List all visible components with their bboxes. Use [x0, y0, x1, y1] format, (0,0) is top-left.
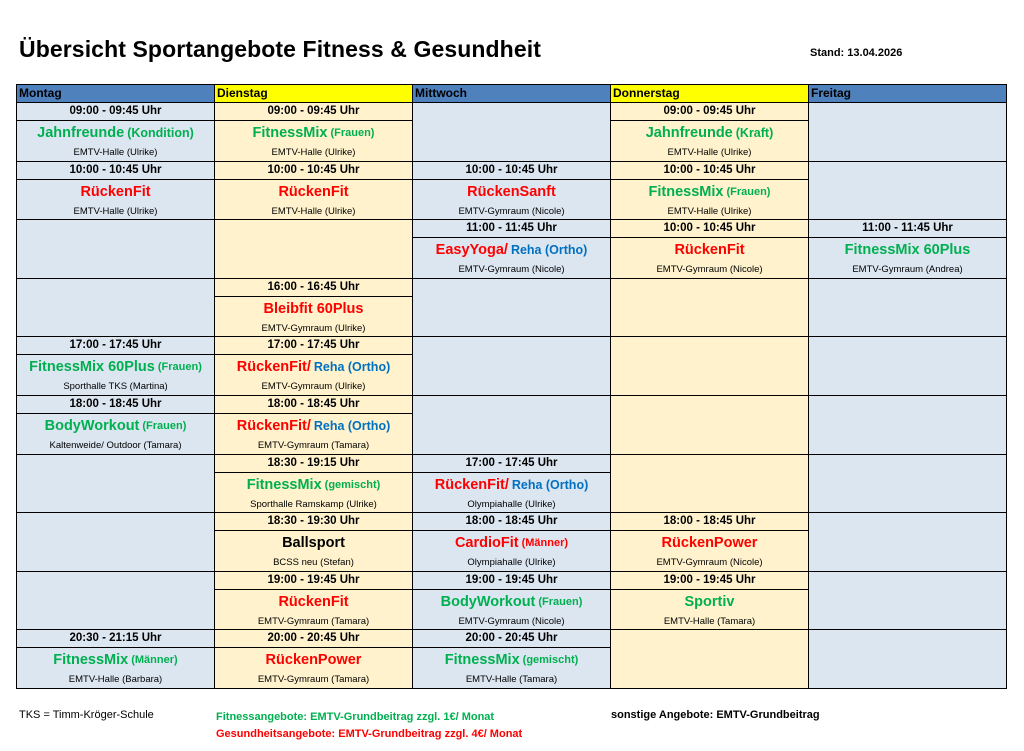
schedule-cell	[611, 571, 809, 630]
empty-slot	[17, 455, 214, 512]
course-name: Bleibfit 60Plus	[263, 300, 364, 317]
course-location: EMTV-Gymraum (Nicole)	[458, 205, 565, 217]
course-time: 10:00 - 10:45 Uhr	[611, 162, 808, 180]
course-suffix: (Männer)	[521, 537, 569, 550]
empty-slot	[809, 455, 1006, 512]
schedule-cell	[17, 103, 215, 162]
schedule-cell	[215, 278, 413, 337]
course-time: 10:00 - 10:45 Uhr	[413, 162, 610, 180]
course-title	[809, 238, 1006, 262]
empty-slot	[809, 337, 1006, 394]
schedule-cell	[215, 103, 413, 162]
course-time: 10:00 - 10:45 Uhr	[215, 162, 412, 180]
schedule-row	[17, 161, 1007, 220]
course-time: 16:00 - 16:45 Uhr	[215, 279, 412, 297]
course-name: Jahnfreunde	[645, 125, 733, 141]
schedule-cell	[413, 337, 611, 396]
course-time: 18:30 - 19:30 Uhr	[215, 513, 412, 531]
schedule-row	[17, 630, 1007, 689]
schedule-cell	[413, 278, 611, 337]
empty-slot	[611, 337, 808, 394]
schedule-cell	[809, 103, 1007, 162]
schedule-cell	[809, 454, 1007, 513]
course-name: CardioFit	[454, 535, 519, 552]
schedule-cell	[17, 337, 215, 396]
course-entry	[611, 162, 808, 219]
schedule-cell	[413, 571, 611, 630]
course-location: EMTV-Gymraum (Nicole)	[656, 557, 763, 569]
course-location: Olympiahalle (Ulrike)	[467, 498, 556, 510]
course-location: Sporthalle Ramskamp (Ulrike)	[250, 498, 377, 510]
day-header-wednesday: Mittwoch	[413, 85, 611, 103]
schedule-row	[17, 337, 1007, 396]
empty-slot	[17, 513, 214, 570]
course-suffix: Reha (Ortho)	[313, 418, 391, 433]
course-time: 17:00 - 17:45 Uhr	[215, 337, 412, 355]
course-title	[413, 531, 610, 555]
empty-slot	[809, 162, 1006, 219]
course-name: RückenFit	[674, 242, 745, 259]
course-title	[611, 238, 808, 262]
course-suffix: (Männer)	[131, 654, 178, 667]
course-location: EMTV-Halle (Barbara)	[68, 674, 163, 686]
course-time: 20:00 - 20:45 Uhr	[413, 630, 610, 648]
course-location: EMTV-Halle (Tamara)	[663, 615, 756, 627]
course-time: 09:00 - 09:45 Uhr	[611, 103, 808, 121]
course-time: 11:00 - 11:45 Uhr	[809, 220, 1006, 238]
footer-fees	[216, 709, 522, 743]
course-time: 18:00 - 18:45 Uhr	[413, 513, 610, 531]
course-title	[215, 121, 412, 145]
course-suffix: Reha (Ortho)	[313, 360, 391, 375]
course-time: 11:00 - 11:45 Uhr	[413, 220, 610, 238]
course-time: 09:00 - 09:45 Uhr	[215, 103, 412, 121]
course-location: EMTV-Gymraum (Nicole)	[458, 264, 565, 276]
empty-slot	[413, 337, 610, 394]
schedule-cell	[17, 454, 215, 513]
course-suffix: (Frauen)	[726, 185, 771, 198]
course-name: RückenFit	[278, 183, 349, 200]
course-name: RückenPower	[661, 535, 758, 552]
course-entry	[413, 162, 610, 219]
course-title	[17, 414, 214, 438]
course-time: 20:30 - 21:15 Uhr	[17, 630, 214, 648]
course-time: 17:00 - 17:45 Uhr	[17, 337, 214, 355]
course-time: 20:00 - 20:45 Uhr	[215, 630, 412, 648]
course-title	[17, 648, 214, 672]
page-title: Übersicht Sportangebote Fitness & Gesundheit	[19, 36, 541, 62]
schedule-cell	[611, 513, 809, 572]
course-name: EasyYoga/	[435, 242, 508, 259]
course-title	[611, 590, 808, 614]
schedule-table	[16, 84, 1007, 689]
course-time: 19:00 - 19:45 Uhr	[413, 572, 610, 590]
course-name: BodyWorkout	[440, 593, 536, 610]
course-time: 19:00 - 19:45 Uhr	[611, 572, 808, 590]
course-suffix: (Frauen)	[157, 361, 202, 374]
course-title	[17, 121, 214, 145]
schedule-cell	[17, 513, 215, 572]
schedule-cell	[215, 395, 413, 454]
course-name: RückenFit/	[434, 476, 509, 493]
day-header-tuesday: Dienstag	[215, 85, 413, 103]
course-name: RückenFit/	[236, 417, 311, 434]
schedule-cell	[611, 278, 809, 337]
schedule-cell	[809, 571, 1007, 630]
course-suffix: (Frauen)	[142, 419, 187, 432]
course-location: EMTV-Halle (Tamara)	[465, 674, 558, 686]
schedule-row	[17, 571, 1007, 630]
schedule-cell	[809, 630, 1007, 689]
course-location: EMTV-Gymraum (Nicole)	[656, 264, 763, 276]
course-location: EMTV-Gymraum (Andrea)	[852, 264, 963, 276]
course-title	[413, 473, 610, 497]
course-entry	[17, 162, 214, 219]
course-title	[413, 238, 610, 262]
course-name: RückenFit/	[236, 359, 311, 376]
schedule-cell	[809, 337, 1007, 396]
empty-slot	[413, 396, 610, 453]
course-name: FitnessMix 60Plus	[29, 359, 155, 376]
stand-date: Stand: 13.04.2026	[810, 47, 903, 59]
course-time: 19:00 - 19:45 Uhr	[215, 572, 412, 590]
course-name: FitnessMix	[246, 476, 322, 493]
schedule-cell	[17, 395, 215, 454]
course-entry	[413, 630, 610, 687]
schedule-cell	[215, 513, 413, 572]
schedule-cell	[413, 103, 611, 162]
course-suffix: (Kondition)	[127, 126, 194, 140]
day-header-row	[17, 85, 1007, 103]
course-entry	[809, 220, 1006, 277]
course-suffix: (Frauen)	[330, 127, 375, 139]
course-suffix: Reha (Ortho)	[511, 477, 589, 492]
schedule-cell	[809, 395, 1007, 454]
empty-slot	[17, 572, 214, 629]
course-name: RückenFit	[80, 183, 151, 200]
course-entry	[611, 220, 808, 277]
schedule-cell	[611, 337, 809, 396]
schedule-row	[17, 103, 1007, 162]
course-entry	[611, 103, 808, 160]
course-location: EMTV-Halle (Ulrike)	[667, 205, 752, 217]
empty-slot	[809, 513, 1006, 570]
course-time: 18:00 - 18:45 Uhr	[611, 513, 808, 531]
schedule-cell	[611, 454, 809, 513]
course-entry	[215, 630, 412, 687]
course-location: EMTV-Halle (Ulrike)	[73, 147, 158, 158]
course-name: BodyWorkout	[44, 417, 140, 434]
course-title	[215, 590, 412, 614]
course-title	[215, 531, 412, 555]
schedule-cell	[215, 337, 413, 396]
course-time: 18:30 - 19:15 Uhr	[215, 455, 412, 473]
course-name: FitnessMix	[53, 652, 129, 669]
empty-slot	[809, 279, 1006, 336]
empty-slot	[413, 103, 610, 160]
empty-slot	[17, 279, 214, 336]
schedule-cell	[215, 454, 413, 513]
course-entry	[413, 513, 610, 570]
course-location: EMTV-Halle (Ulrike)	[271, 205, 356, 217]
course-location: EMTV-Gymraum (Tamara)	[257, 674, 370, 686]
empty-slot	[413, 279, 610, 336]
course-name: Ballsport	[282, 535, 345, 552]
empty-slot	[611, 279, 808, 336]
schedule-cell	[17, 161, 215, 220]
footer-legend-tks: TKS = Timm-Kröger-Schule	[19, 709, 154, 721]
course-entry	[17, 103, 214, 160]
course-name: RückenFit	[278, 593, 349, 610]
schedule-cell	[17, 571, 215, 630]
course-entry	[17, 630, 214, 687]
course-location: EMTV-Gymraum (Tamara)	[257, 439, 370, 451]
course-suffix: (gemischt)	[522, 654, 579, 667]
health-fee-note: Gesundheitsangebote: EMTV-Grundbeitrag zzgl. 4€/ Monat	[216, 728, 523, 740]
other-fee-note: sonstige Angebote: EMTV-Grundbeitrag	[611, 709, 820, 721]
course-location: EMTV-Halle (Ulrike)	[271, 147, 356, 158]
day-header-friday: Freitag	[809, 85, 1007, 103]
course-entry	[215, 162, 412, 219]
course-time: 10:00 - 10:45 Uhr	[17, 162, 214, 180]
schedule-cell	[611, 395, 809, 454]
empty-slot	[809, 396, 1006, 453]
schedule-cell	[611, 630, 809, 689]
course-entry	[611, 572, 808, 629]
course-entry	[611, 513, 808, 570]
schedule-cell	[413, 454, 611, 513]
course-name: FitnessMix	[444, 652, 520, 669]
schedule-cell	[413, 630, 611, 689]
course-entry	[413, 220, 610, 277]
course-title	[413, 180, 610, 204]
course-entry	[215, 103, 412, 160]
schedule-cell	[809, 220, 1007, 279]
schedule-cell	[17, 630, 215, 689]
course-entry	[215, 337, 412, 394]
course-location: Sporthalle TKS (Martina)	[63, 381, 168, 393]
schedule-cell	[413, 513, 611, 572]
course-location: EMTV-Halle (Ulrike)	[73, 205, 158, 217]
course-time: 18:00 - 18:45 Uhr	[17, 396, 214, 414]
course-entry	[17, 396, 214, 453]
course-suffix: Reha (Ortho)	[510, 243, 588, 258]
course-title	[611, 531, 808, 555]
course-name: Sportiv	[684, 593, 735, 610]
course-entry	[413, 572, 610, 629]
course-title	[413, 648, 610, 672]
day-header-monday: Montag	[17, 85, 215, 103]
empty-slot	[611, 396, 808, 453]
schedule-row	[17, 220, 1007, 279]
course-time: 10:00 - 10:45 Uhr	[611, 220, 808, 238]
course-location: EMTV-Gymraum (Ulrike)	[261, 381, 366, 393]
course-name: FitnessMix	[648, 183, 724, 200]
course-location: EMTV-Gymraum (Nicole)	[458, 615, 565, 627]
course-title	[17, 180, 214, 204]
schedule-cell	[17, 278, 215, 337]
course-name: FitnessMix 60Plus	[844, 242, 971, 259]
course-entry	[215, 572, 412, 629]
course-title	[215, 355, 412, 379]
course-title	[215, 648, 412, 672]
empty-slot	[17, 220, 214, 277]
course-suffix: (Frauen)	[538, 595, 583, 608]
schedule-cell	[215, 161, 413, 220]
course-time: 09:00 - 09:45 Uhr	[17, 103, 214, 121]
course-entry	[215, 455, 412, 512]
course-entry	[17, 337, 214, 394]
empty-slot	[611, 630, 808, 687]
course-title	[17, 355, 214, 379]
day-header-thursday: Donnerstag	[611, 85, 809, 103]
course-title	[215, 414, 412, 438]
course-location: EMTV-Gymraum (Tamara)	[257, 615, 370, 627]
schedule-body	[17, 103, 1007, 689]
empty-slot	[611, 455, 808, 512]
schedule-cell	[611, 220, 809, 279]
schedule-cell	[413, 220, 611, 279]
course-name: Jahnfreunde	[37, 125, 125, 141]
course-location: Olympiahalle (Ulrike)	[467, 557, 556, 569]
course-entry	[215, 396, 412, 453]
course-entry	[413, 455, 610, 512]
course-time: 18:00 - 18:45 Uhr	[215, 396, 412, 414]
course-title	[611, 180, 808, 204]
schedule-cell	[611, 161, 809, 220]
schedule-cell	[611, 103, 809, 162]
course-name: RückenPower	[265, 652, 362, 669]
course-name: FitnessMix	[252, 125, 328, 141]
schedule-row	[17, 278, 1007, 337]
course-suffix: (Kraft)	[735, 126, 774, 140]
course-title	[215, 180, 412, 204]
schedule-cell	[215, 571, 413, 630]
course-title	[611, 121, 808, 145]
schedule-cell	[413, 161, 611, 220]
schedule-row	[17, 395, 1007, 454]
schedule-row	[17, 454, 1007, 513]
course-title	[413, 590, 610, 614]
schedule-row	[17, 513, 1007, 572]
course-location: EMTV-Halle (Ulrike)	[667, 147, 752, 158]
course-entry	[215, 513, 412, 570]
empty-slot	[215, 220, 412, 277]
schedule-cell	[215, 630, 413, 689]
empty-slot	[809, 103, 1006, 160]
course-title	[215, 297, 412, 321]
empty-slot	[809, 572, 1006, 629]
schedule-cell	[809, 513, 1007, 572]
schedule-cell	[17, 220, 215, 279]
course-name: RückenSanft	[467, 183, 556, 200]
course-location: BCSS neu (Stefan)	[273, 557, 354, 569]
course-title	[215, 473, 412, 497]
course-location: Kaltenweide/ Outdoor (Tamara)	[49, 439, 182, 451]
course-location: EMTV-Gymraum (Ulrike)	[261, 322, 366, 334]
schedule-cell	[215, 220, 413, 279]
course-entry	[215, 279, 412, 336]
course-time: 17:00 - 17:45 Uhr	[413, 455, 610, 473]
course-suffix: (gemischt)	[324, 478, 381, 491]
schedule-cell	[413, 395, 611, 454]
fitness-fee-note: Fitnessangebote: EMTV-Grundbeitrag zzgl. 1€/ Monat	[216, 711, 495, 723]
schedule-cell	[809, 278, 1007, 337]
schedule-cell	[809, 161, 1007, 220]
empty-slot	[809, 630, 1006, 687]
